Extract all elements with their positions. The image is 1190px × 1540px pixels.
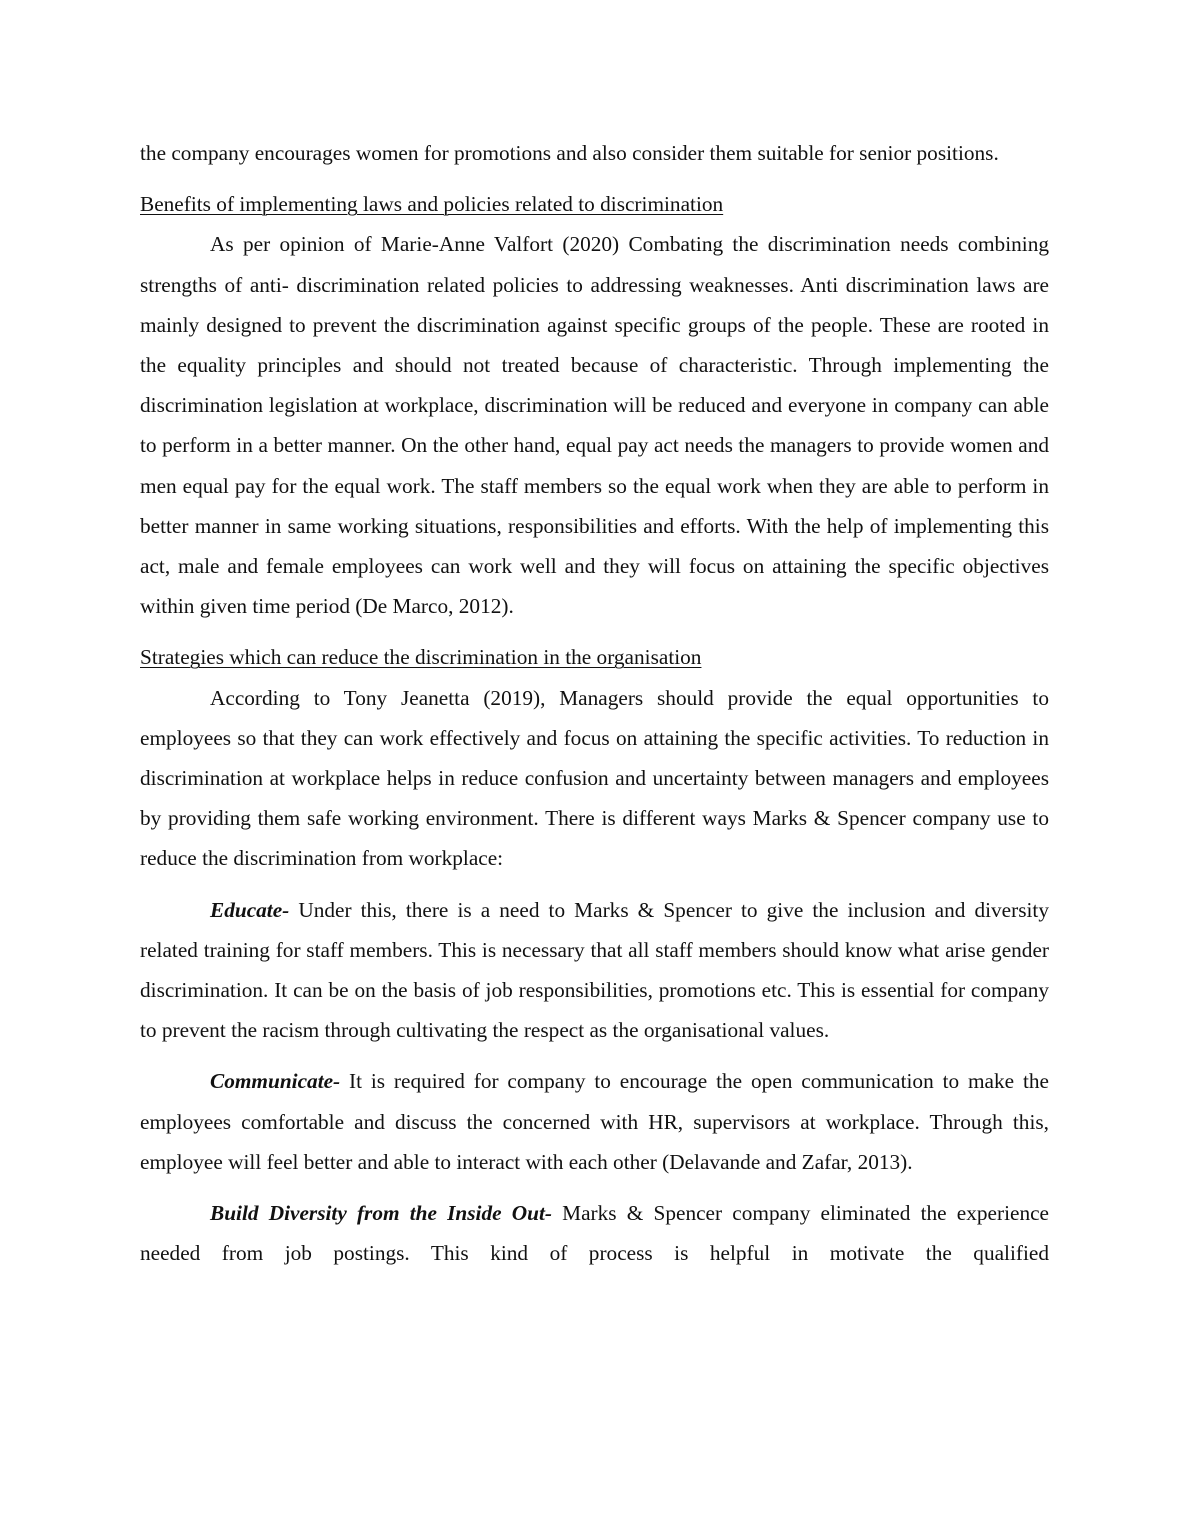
intro-continuation-paragraph: the company encourages women for promotions and also consider them suitable for senior positions. xyxy=(140,141,999,165)
strategy-text: Under this, there is a need to Marks & Spencer to give the inclusion and diversity related training for staff members. This is necessary that all staff members should know what arise gender discrimination. It can be on the basis of job responsibilities, promotions etc. This is essential for company to prevent the racism through cultivating the respect as the organisational values. xyxy=(140,897,1049,1043)
benefits-section-heading: Benefits of implementing laws and policies related to discrimination xyxy=(140,192,724,217)
benefits-paragraph: As per opinion of Marie-Anne Valfort (2020) Combating the discrimination needs combining strengths of anti- discrimination related policies to addressing weaknesses. Anti discrimination laws are mainly designed to prevent the discrimination against specific groups of the people. These are rooted in the equality principles and should not treated because of characteristic. Through implementing the discrimination legislation at workplace, discrimination will be reduced and everyone in company can able to perform in a better manner. On the other hand, equal pay act needs the managers to provide women and men equal pay for the equal work. The staff members so the equal work when they are able to perform in better manner in same working situations, responsibilities and efforts. With the help of implementing this act, male and female employees can work well and they will focus on attaining the specific objectives within given time period (De Marco, 2012). xyxy=(140,232,1049,619)
document-page xyxy=(140,133,1049,1273)
strategies-section-heading: Strategies which can reduce the discrimination in the organisation xyxy=(140,645,702,670)
strategy-item-communicate xyxy=(140,1061,1049,1182)
strategies-intro-paragraph: According to Tony Jeanetta (2019), Managers should provide the equal opportunities to employees so that they can work effectively and focus on attaining the specific activities. To reduction in discrimination at workplace helps in reduce confusion and uncertainty between managers and employees by providing them safe working environment. There is different ways Marks & Spencer company use to reduce the discrimination from workplace: xyxy=(140,685,1049,871)
strategy-term: Educate- xyxy=(210,897,290,922)
strategy-text: It is required for company to encourage the open communication to make the employees comfortable and discuss the concerned with HR, supervisors at workplace. Through this, employee will feel better and able to interact with each other (Delavande and Zafar, 2013). xyxy=(140,1069,1049,1174)
strategy-item-build-diversity xyxy=(140,1193,1049,1273)
strategy-term: Build Diversity from the Inside Out- xyxy=(210,1201,552,1226)
strategy-text: Marks & Spencer company eliminated the experience needed from job postings. This kind of process is helpful in motivate the qualified xyxy=(140,1201,1050,1266)
strategy-term: Communicate- xyxy=(210,1069,341,1094)
strategy-item-educate xyxy=(140,890,1049,1051)
